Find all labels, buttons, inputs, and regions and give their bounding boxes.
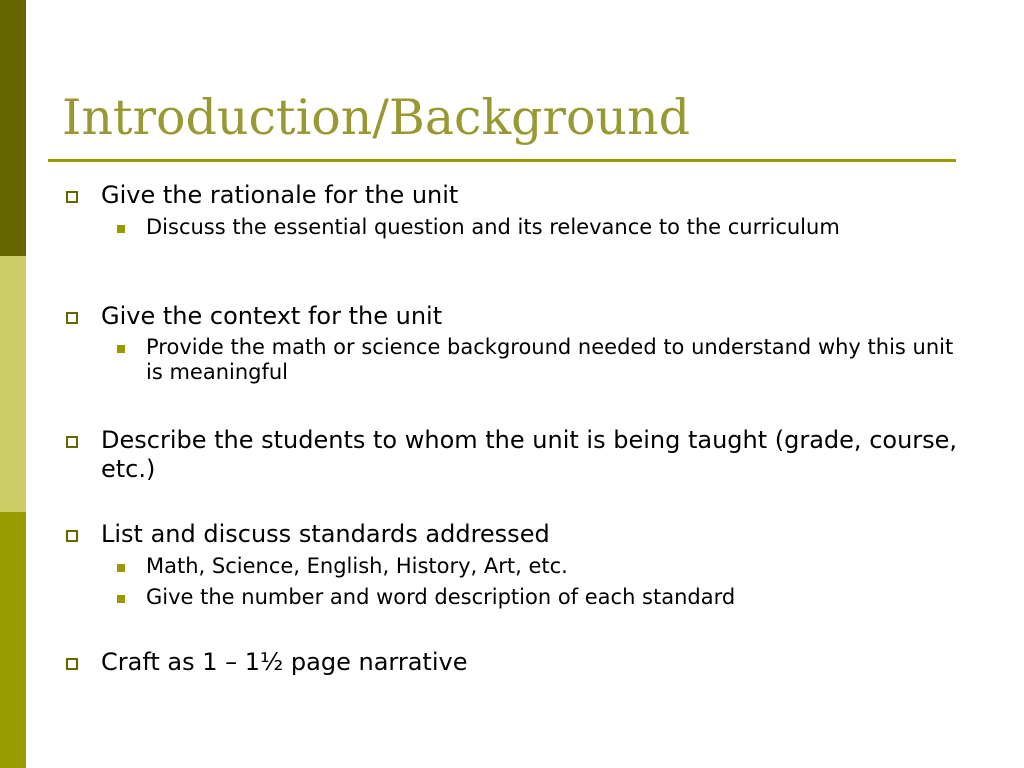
- square-bullet-icon: [117, 595, 125, 603]
- bullet-item: Give the rationale for the unit: [101, 181, 459, 209]
- hollow-square-bullet-icon: [66, 658, 78, 670]
- bullet-item: Craft as 1 – 1½ page narrative: [101, 648, 468, 676]
- hollow-square-bullet-icon: [66, 191, 78, 203]
- sub-bullet-item: Provide the math or science background needed to understand why this unit is meaningful: [146, 335, 954, 384]
- bullet-item: Describe the students to whom the unit is being taught (grade, course, etc.): [101, 426, 958, 483]
- sub-bullet-item: Give the number and word description of each standard: [146, 585, 736, 609]
- bullet-item: List and discuss standards addressed: [101, 520, 550, 548]
- sub-bullet-item: Discuss the essential question and its relevance to the curriculum: [146, 215, 840, 239]
- square-bullet-icon: [117, 564, 125, 572]
- hollow-square-bullet-icon: [66, 312, 78, 324]
- square-bullet-icon: [117, 225, 125, 233]
- slide-title: Introduction/Background: [62, 89, 690, 146]
- square-bullet-icon: [117, 345, 125, 353]
- hollow-square-bullet-icon: [66, 530, 78, 542]
- sub-bullet-item: Math, Science, English, History, Art, etc.: [146, 554, 568, 578]
- hollow-square-bullet-icon: [66, 436, 78, 448]
- bullet-item: Give the context for the unit: [101, 302, 443, 330]
